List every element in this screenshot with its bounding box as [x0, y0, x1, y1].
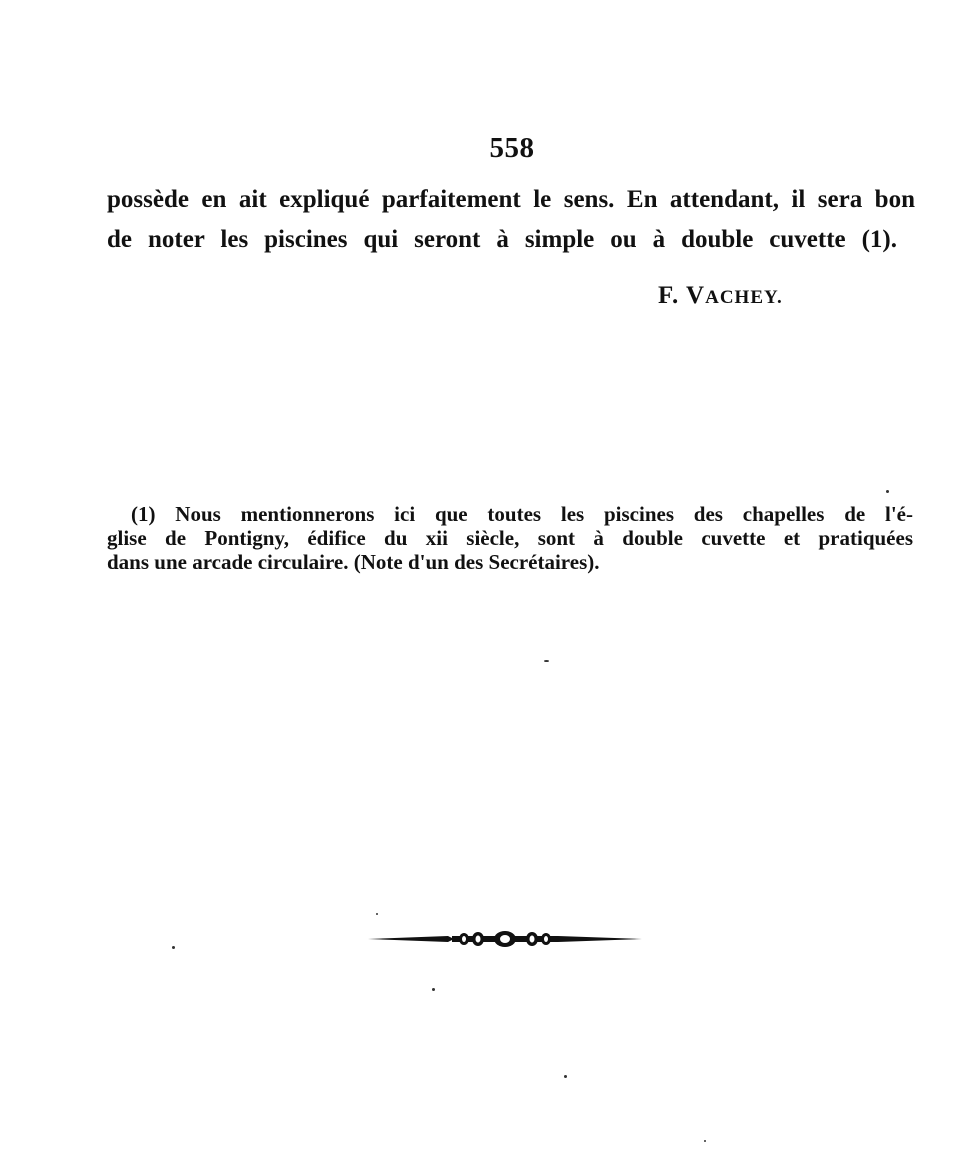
speck: [432, 988, 435, 991]
body-text-line-2: de noter les piscines qui seront à simple ou à double cuvette (1).: [107, 226, 897, 253]
page-number: 558: [489, 132, 535, 164]
speck: [564, 1075, 567, 1078]
footnote-line-1: (1) Nous mentionnerons ici que toutes les piscines des chapelles de l'é-: [131, 502, 913, 526]
speck: [172, 946, 175, 949]
body-text-line-1: possède en ait expliqué parfaitement le sens. En attendant, il sera bon: [107, 186, 915, 213]
speck: [544, 660, 549, 662]
footnote: [107, 502, 913, 574]
speck: [886, 490, 889, 493]
speck: [704, 1140, 706, 1142]
signature-initial: F. V: [658, 282, 706, 309]
footnote-line-2: glise de Pontigny, édifice du xii siècle, sont à double cuvette et pratiquées: [107, 526, 913, 550]
decorative-rule-ornament-icon: [368, 926, 642, 952]
speck: [376, 913, 378, 915]
author-signature: [658, 282, 783, 310]
signature-surname: ACHEY.: [705, 287, 783, 308]
footnote-line-3: dans une arcade circulaire. (Note d'un des Secrétaires).: [107, 550, 600, 574]
